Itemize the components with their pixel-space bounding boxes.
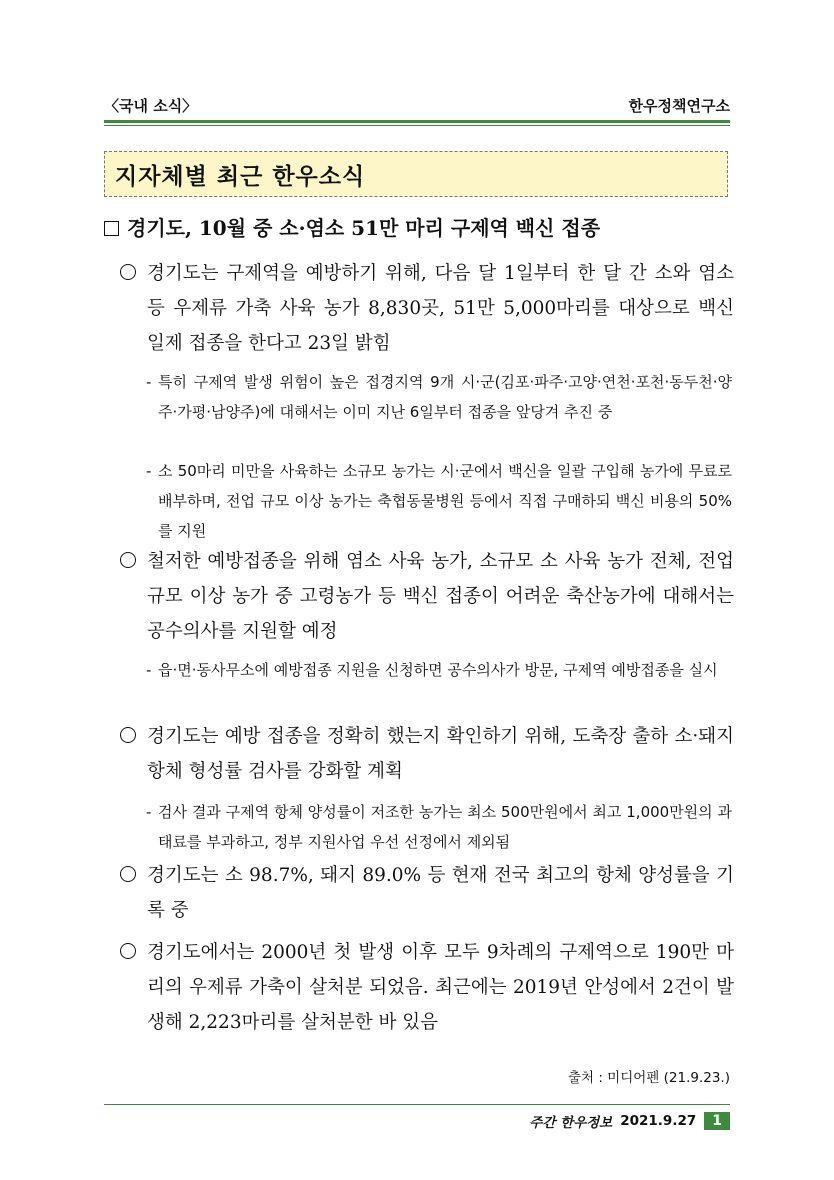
circle-bullet-icon bbox=[120, 264, 136, 280]
dash-bullet: - bbox=[146, 373, 152, 391]
paragraph-2 bbox=[120, 544, 734, 649]
checkbox-square-icon bbox=[104, 221, 119, 236]
publication-date: 2021.9.27 bbox=[620, 1113, 697, 1129]
circle-bullet-icon bbox=[120, 727, 136, 743]
section-category: 〈국내 소식〉 bbox=[104, 97, 198, 115]
dash-bullet: - bbox=[146, 661, 152, 679]
sub-item-3 bbox=[146, 655, 732, 685]
circle-bullet-icon bbox=[120, 866, 136, 882]
article-title-text: 경기도, 10월 중 소·염소 51만 마리 구제역 백신 접종 bbox=[127, 216, 601, 240]
sub-item-1 bbox=[146, 367, 732, 427]
publication-name: 주간 한우정보 bbox=[529, 1115, 613, 1131]
sub-item-text: 소 50마리 미만을 사육하는 소규모 농가는 시·군에서 백신을 일괄 구입해 농가에 무료로 배부하며, 전업 규모 이상 농가는 축협동물병원 등에서 직접 구매하되 백신 비용의 50%를 지원 bbox=[158, 462, 732, 540]
sub-item-text: 검사 결과 구제역 항체 양성률이 저조한 농가는 최소 500만원에서 최고 1,000만원의 과태료를 부과하고, 정부 지원사업 우선 선정에서 제외됨 bbox=[158, 803, 732, 851]
paragraph-text: 경기도는 예방 접종을 정확히 했는지 확인하기 위해, 도축장 출하 소·돼지 항체 형성률 검사를 강화할 계획 bbox=[147, 726, 734, 782]
organization-name: 한우정책연구소 bbox=[628, 97, 730, 115]
header-rule-thick bbox=[104, 120, 730, 123]
sub-item-text: 읍·면·동사무소에 예방접종 지원을 신청하면 공수의사가 방문, 구제역 예방접종을 실시 bbox=[158, 661, 718, 679]
section-title: 지자체별 최근 한우소식 bbox=[115, 163, 366, 190]
page-number: 1 bbox=[704, 1112, 730, 1130]
header-rule-thin bbox=[104, 125, 730, 126]
paragraph-text: 경기도에서는 2000년 첫 발생 이후 모두 9차례의 구제역으로 190만 마리의 우제류 가축이 살처분 되었음. 최근에는 2019년 안성에서 2건이 발생해 2,223마리를 살처분한 바 있음 bbox=[147, 942, 734, 1033]
circle-bullet-icon bbox=[120, 552, 136, 568]
dash-bullet: - bbox=[146, 462, 152, 480]
footer-rule bbox=[104, 1104, 730, 1105]
paragraph-text: 철저한 예방접종을 위해 염소 사육 농가, 소규모 소 사육 농가 전체, 전업 규모 이상 농가 중 고령농가 등 백신 접종이 어려운 축산농가에 대해서는 공수의사를 지원할 예정 bbox=[147, 551, 734, 642]
circle-bullet-icon bbox=[120, 943, 136, 959]
sub-item-4 bbox=[146, 797, 732, 857]
source-citation: 출처 : 미디어펜 (21.9.23.) bbox=[567, 1070, 730, 1086]
section-title-box bbox=[104, 151, 728, 197]
paragraph-3 bbox=[120, 719, 734, 789]
footer bbox=[529, 1111, 730, 1131]
sub-item-text: 특히 구제역 발생 위험이 높은 접경지역 9개 시·군(김포·파주·고양·연천·포천·동두천·양주·가평·남양주)에 대해서는 이미 지난 6일부터 접종을 앞당겨 추진 중 bbox=[158, 373, 732, 421]
paragraph-4 bbox=[120, 858, 734, 928]
paragraph-text: 경기도는 소 98.7%, 돼지 89.0% 등 현재 전국 최고의 항체 양성률을 기록 중 bbox=[147, 865, 734, 921]
paragraph-1 bbox=[120, 256, 734, 361]
paragraph-text: 경기도는 구제역을 예방하기 위해, 다음 달 1일부터 한 달 간 소와 염소 등 우제류 가축 사육 농가 8,830곳, 51만 5,000마리를 대상으로 백신 일제 접종을 한다고 23일 밝힘 bbox=[147, 263, 734, 354]
sub-item-2 bbox=[146, 456, 732, 546]
paragraph-5 bbox=[120, 935, 734, 1040]
article-title bbox=[104, 212, 744, 241]
dash-bullet: - bbox=[146, 803, 152, 821]
